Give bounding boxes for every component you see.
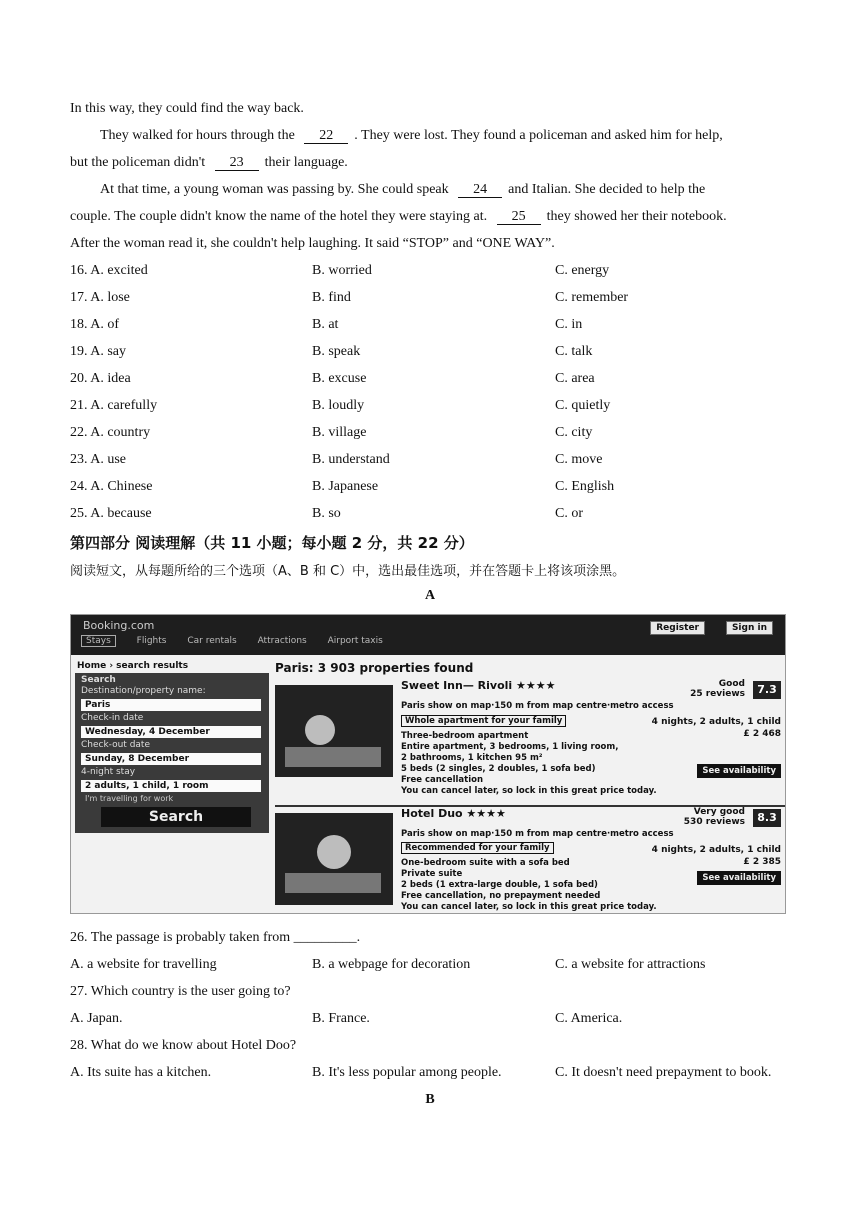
option-a: 17. A. lose xyxy=(70,290,130,305)
stay-summary: 4 nights, 2 adults, 1 child xyxy=(651,845,781,855)
passage-label-a: A xyxy=(424,588,436,603)
price: £ 2 468 xyxy=(743,729,781,739)
passage-text: couple. The couple didn't know the name of the hotel they were staying at. xyxy=(70,209,488,224)
passage-line xyxy=(100,181,705,199)
option-c: C. talk xyxy=(555,344,593,359)
work-checkbox: I'm travelling for work xyxy=(85,794,174,803)
passage-text: their language. xyxy=(264,155,348,170)
review-count: 25 reviews xyxy=(690,689,745,699)
rating-word xyxy=(684,807,745,827)
option-b: B. a webpage for decoration xyxy=(312,957,471,972)
passage-line: In this way, they could find the way back. xyxy=(70,101,304,116)
room-detail: One-bedroom suite with a sofa bed xyxy=(401,858,570,868)
passage-text: they showed her their notebook. xyxy=(546,209,727,224)
option-a: A. Its suite has a kitchen. xyxy=(70,1065,212,1080)
section-heading: 第四部分 阅读理解（共 11 小题；每小题 2 分，共 22 分） xyxy=(70,534,474,552)
option-b: B. loudly xyxy=(312,398,365,413)
blank-22: 22 xyxy=(304,128,348,144)
see-availability-button: See availability xyxy=(697,764,781,778)
option-b: B. village xyxy=(312,425,367,440)
room-detail: Private suite xyxy=(401,869,463,879)
rating-word xyxy=(690,679,745,699)
breadcrumb: Home › search results xyxy=(77,661,189,671)
booking-screenshot xyxy=(70,614,786,914)
question-28: 28. What do we know about Hotel Doo? xyxy=(70,1038,297,1053)
option-b: B. France. xyxy=(312,1011,370,1026)
room-detail: You can cancel later, so lock in this great price today. xyxy=(401,786,657,796)
option-c: C. America. xyxy=(555,1011,623,1026)
rating-text: Very good xyxy=(693,807,745,817)
option-a: 19. A. say xyxy=(70,344,126,359)
see-availability-button: See availability xyxy=(697,871,781,885)
hotel-tag: Whole apartment for your family xyxy=(401,715,566,727)
room-detail: 2 bathrooms, 1 kitchen 95 m² xyxy=(401,753,543,763)
room-detail: Free cancellation, no prepayment needed xyxy=(401,891,601,901)
section-instruction: 阅读短文，从每题所给的三个选项（A、B 和 C）中，选出最佳选项，并在答题卡上将该项涂黑。 xyxy=(70,564,626,579)
checkin-label: Check-in date xyxy=(81,713,144,723)
option-a: 21. A. carefully xyxy=(70,398,158,413)
option-a: A. a website for travelling xyxy=(70,957,217,972)
room-detail: Three-bedroom apartment xyxy=(401,731,529,741)
option-b: B. Japanese xyxy=(312,479,379,494)
option-a: 23. A. use xyxy=(70,452,126,467)
option-c: C. quietly xyxy=(555,398,611,413)
hotel-name: Hotel Duo ★★★★ xyxy=(401,807,506,820)
option-c: C. area xyxy=(555,371,595,386)
rating-text: Good xyxy=(718,679,745,689)
site-nav xyxy=(81,636,401,646)
room-detail: 5 beds (2 singles, 2 doubles, 1 sofa bed) xyxy=(401,764,596,774)
nav-attractions: Attractions xyxy=(257,636,307,646)
passage-text: They walked for hours through the xyxy=(100,128,295,143)
checkout-field: Sunday, 8 December xyxy=(81,753,261,765)
destination-field: Paris xyxy=(81,699,261,711)
results-title: Paris: 3 903 properties found xyxy=(275,661,474,675)
search-button: Search xyxy=(101,807,251,827)
passage-line xyxy=(70,208,727,226)
passage-line xyxy=(70,154,348,172)
register-button: Register xyxy=(650,621,705,635)
option-b: B. It's less popular among people. xyxy=(312,1065,502,1080)
option-b: B. so xyxy=(312,506,341,521)
blank-25: 25 xyxy=(497,209,541,225)
review-count: 530 reviews xyxy=(683,817,745,827)
option-b: B. excuse xyxy=(312,371,367,386)
option-c: C. or xyxy=(555,506,583,521)
search-label: Search xyxy=(81,675,116,685)
passage-text: At that time, a young woman was passing by. She could speak xyxy=(100,182,449,197)
checkout-label: Check-out date xyxy=(81,740,150,750)
option-a: 16. A. excited xyxy=(70,263,148,278)
option-c: C. It doesn't need prepayment to book. xyxy=(555,1065,772,1080)
nav-flights: Flights xyxy=(136,636,167,646)
option-b: B. speak xyxy=(312,344,361,359)
option-a: 22. A. country xyxy=(70,425,151,440)
passage-label-b: B xyxy=(425,1092,435,1107)
option-c: C. remember xyxy=(555,290,629,305)
passage-text: but the policeman didn't xyxy=(70,155,206,170)
option-a: A. Japan. xyxy=(70,1011,123,1026)
nav-car-rentals: Car rentals xyxy=(187,636,237,646)
hotel-name: Sweet Inn— Rivoli ★★★★ xyxy=(401,679,556,692)
room-detail: 2 beds (1 extra-large double, 1 sofa bed) xyxy=(401,880,598,890)
option-c: C. a website for attractions xyxy=(555,957,706,972)
option-c: C. city xyxy=(555,425,593,440)
option-c: C. move xyxy=(555,452,603,467)
review-score: 8.3 xyxy=(753,809,781,827)
option-b: B. at xyxy=(312,317,339,332)
option-a: 18. A. of xyxy=(70,317,119,332)
guests-field: 2 adults, 1 child, 1 room xyxy=(81,780,261,792)
nav-airport-taxis: Airport taxis xyxy=(327,636,383,646)
nav-stays: Stays xyxy=(81,635,116,647)
stay-label: 4-night stay xyxy=(81,767,136,777)
search-sidebar xyxy=(75,673,269,833)
destination-label: Destination/property name: xyxy=(81,686,206,696)
blank-24: 24 xyxy=(458,182,502,198)
room-detail: Free cancellation xyxy=(401,775,484,785)
sign-in-button: Sign in xyxy=(726,621,773,635)
option-c: C. energy xyxy=(555,263,610,278)
stay-summary: 4 nights, 2 adults, 1 child xyxy=(651,717,781,727)
price: £ 2 385 xyxy=(743,857,781,867)
option-a: 20. A. idea xyxy=(70,371,131,386)
room-detail: You can cancel later, so lock in this great price today. xyxy=(401,902,657,912)
passage-text: and Italian. She decided to help the xyxy=(508,182,706,197)
question-27: 27. Which country is the user going to? xyxy=(70,984,291,999)
option-a: 24. A. Chinese xyxy=(70,479,153,494)
passage-line: After the woman read it, she couldn't help laughing. It said “STOP” and “ONE WAY”. xyxy=(70,236,555,251)
option-a: 25. A. because xyxy=(70,506,152,521)
option-b: B. find xyxy=(312,290,351,305)
site-logo: Booking.com xyxy=(83,619,155,632)
blank-23: 23 xyxy=(215,155,259,171)
map-info: Paris show on map·150 m from map centre·metro access xyxy=(401,701,674,711)
option-c: C. in xyxy=(555,317,583,332)
hotel-photo xyxy=(275,685,393,777)
question-26: 26. The passage is probably taken from _________. xyxy=(70,930,361,945)
passage-line xyxy=(100,127,723,145)
passage-text: . They were lost. They found a policeman and asked him for help, xyxy=(354,128,723,143)
hotel-tag: Recommended for your family xyxy=(401,842,554,854)
review-score: 7.3 xyxy=(753,681,781,699)
hotel-photo xyxy=(275,813,393,905)
option-b: B. understand xyxy=(312,452,390,467)
option-c: C. English xyxy=(555,479,615,494)
site-header xyxy=(71,615,785,655)
checkin-field: Wednesday, 4 December xyxy=(81,726,261,738)
map-info: Paris show on map·150 m from map centre·metro access xyxy=(401,829,674,839)
room-detail: Entire apartment, 3 bedrooms, 1 living room, xyxy=(401,742,619,752)
option-b: B. worried xyxy=(312,263,372,278)
